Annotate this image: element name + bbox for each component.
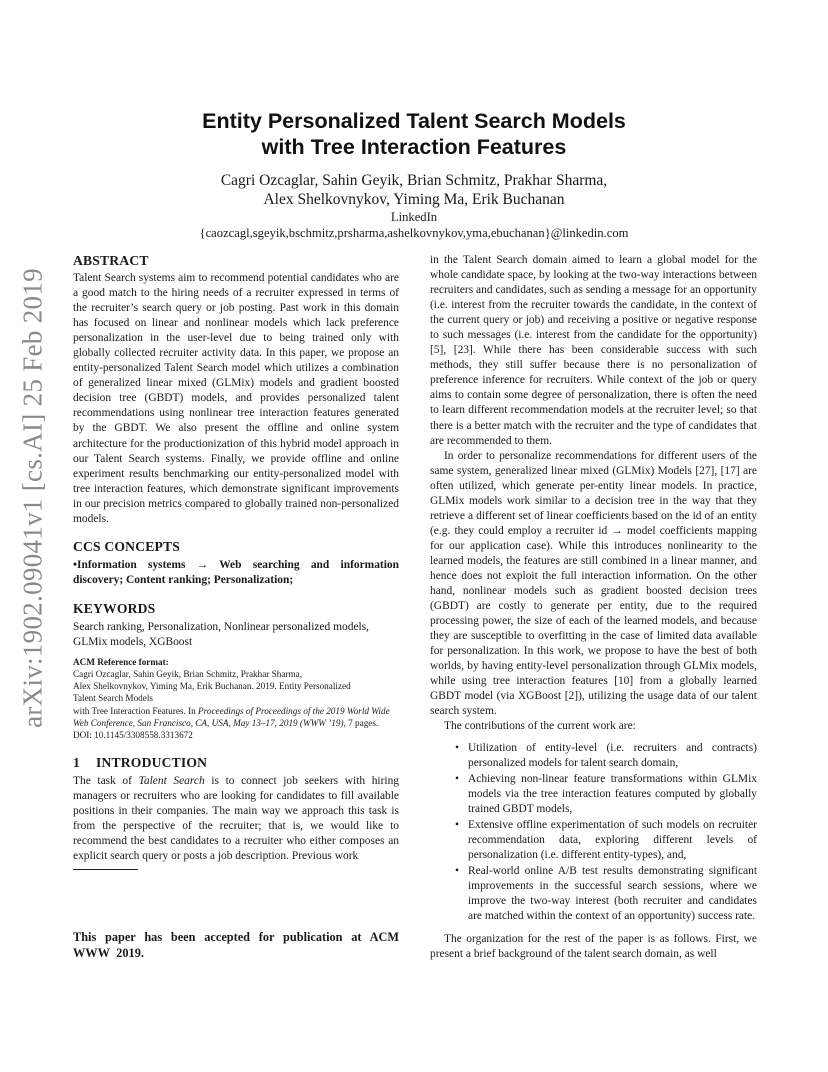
- contribution-item: [455, 864, 757, 924]
- abstract-heading: ABSTRACT: [73, 253, 149, 268]
- acm-reference-line-2: Alex Shelkovnykov, Yiming Ma, Erik Buchanan. 2019. Entity Personalized: [73, 681, 351, 692]
- paper-title: [0, 108, 828, 160]
- acm-reference-line-1: Cagri Ozcaglar, Sahin Geyik, Brian Schmitz, Prakhar Sharma,: [73, 668, 303, 679]
- authors-line-1: Cagri Ozcaglar, Sahin Geyik, Brian Schmitz, Prakhar Sharma,: [220, 172, 608, 189]
- arxiv-stamp: arXiv:1902.09041v1 [cs.AI] 25 Feb 2019: [17, 268, 48, 728]
- bullet-icon: •: [455, 818, 460, 831]
- affiliation: LinkedIn: [390, 210, 438, 224]
- authors-line-2: Alex Shelkovnykov, Yiming Ma, Erik Buchanan: [263, 191, 565, 208]
- contribution-text: Extensive offline experimentation of such models on recruiter recommendation data, exploring different levels of personalization (i.e. different entity-types), and,: [468, 818, 757, 861]
- intro-p1-italic: Talent Search: [138, 775, 205, 788]
- acm-reference: [73, 668, 399, 741]
- introduction-heading: [73, 754, 399, 771]
- intro-paragraph-3: The contributions of the current work are:: [444, 720, 636, 733]
- acm-reference-pages: , 7 pages.: [343, 717, 379, 728]
- acm-reference-venue: Proceedings of Proceedings of the 2019 World Wide Web Conference, San Francisco, CA, USA, May 13–17, 2019 (WWW ’19): [73, 705, 390, 728]
- contribution-item: [455, 741, 757, 771]
- bullet-icon: •: [455, 772, 460, 785]
- intro-paragraph-1: [73, 774, 399, 864]
- contribution-text: Utilization of entity-level (i.e. recruiters and contracts) personalized models for talent search domain,: [468, 741, 757, 769]
- contribution-text: Achieving non-linear feature transformations within GLMix models via the tree interaction features computed by globally trained GBDT models,: [468, 772, 757, 815]
- ccs-heading: CCS CONCEPTS: [73, 538, 181, 554]
- footnote-rule: [73, 869, 138, 870]
- affiliation-block: [0, 209, 828, 241]
- intro-p1-rest: is to connect job seekers with hiring managers or recruiters who are looking for candidates to fill available positions in their companies. The main way we approach this task is from the perspective of the recruiter; that is, we would like to recommend the best candidates to a recruiter who either composes an explicit search query or posts a job description. Previous work: [73, 775, 400, 863]
- acm-reference-line-4: [73, 705, 399, 729]
- ccs-text: •Information systems → Web searching and information discovery; Content ranking; Personalization;: [73, 558, 399, 586]
- bullet-icon: •: [455, 741, 460, 754]
- acm-reference-text: with Tree Interaction Features. In: [73, 705, 199, 716]
- contribution-text: Real-world online A/B test results demonstrating significant improvements in the successful search sessions, where we improve the two-way interest (both recruiter and candidates are matched within the context of an opportunity) success rate.: [468, 864, 757, 923]
- acm-reference-doi: DOI: 10.1145/3308558.3313672: [73, 730, 193, 740]
- publication-note: This paper has been accepted for publication at ACM WWW 2019.: [73, 930, 399, 960]
- contribution-item: [455, 818, 757, 863]
- contribution-item: [455, 772, 757, 817]
- intro-paragraph-2: In order to personalize recommendations for different users of the same system, generalized linear mixed (GLMix) Models [27], [17] are often utilized, which generate per-entity linear models. In practice, GLMix models work similar to a decision tree in the way that they retrieve a different set of linear coefficients based on the id of an entity (e.g. they could employ a recruiter id → model coefficients mapping for our application case). While this introduces nonlinearity to the learned models, the features are still combined in a linear manner, and hence does not exploit the full interaction information. On the other hand, nonlinear models such as gradient boosted decision trees (GBDT) are costly to generate per entity, due to the required processing power, the size of each of the learned models, and because they are susceptible to overfitting in the case of limited data available for personalization. In this work, we propose to have the best of both worlds, by having entity-level personalization through GLMix models, while using tree interaction features [10] from a globally learned GBDT model (via XGBoost [2]), utilizing the usage data of our talent search system.: [430, 449, 757, 718]
- section-number: 1: [73, 755, 80, 771]
- intro-p1-continued: in the Talent Search domain aimed to learn a global model for the whole candidate space, by looking at the two-way interactions between recruiters and candidates, such as sending a message for an opportunity (i.e. interest from the recruiter towards the candidate, in the context of the current query or job) and receiving a positive or negative response to such messages (i.e. interest from the candidate for the opportunity) [5], [23]. While there has been considerable success with such methods, they still suffer because there is no personalization of preference inference for recruiters. While context of the job or query aims to contain some degree of personalization, there is often the need to learn different recommendation models at the recruiter level; so that there is a better match with the recruiter and the type of candidates that are recommended to them.: [430, 254, 757, 447]
- contributions-list: [430, 741, 757, 925]
- intro-paragraph-4: The organization for the rest of the paper is as follows. First, we present a brief background of the talent search domain, as well: [430, 933, 757, 961]
- right-column: [430, 253, 757, 962]
- left-column: [73, 252, 399, 870]
- acm-reference-heading: ACM Reference format:: [73, 656, 169, 667]
- section-title: INTRODUCTION: [96, 755, 208, 771]
- acm-reference-line-3: Talent Search Models: [73, 693, 153, 704]
- keywords-heading: KEYWORDS: [73, 600, 156, 616]
- bullet-icon: •: [455, 864, 460, 877]
- emails: {caozcagl,sgeyik,bschmitz,prsharma,ashelkovnykov,yma,ebuchanan}@linkedin.com: [199, 226, 629, 240]
- abstract-text: Talent Search systems aim to recommend potential candidates who are a good match to the hiring needs of a recruiter expressed in terms of the recruiter’s search query or job posting. Past work in this domain has focused on linear and nonlinear models which lack preference personalization in the user-level due to being trained only with globally collected recruiter activity data. In this paper, we propose an entity-personalized Talent Search model which utilizes a combination of generalized linear mixed (GLMix) models and gradient boosted decision tree (GBDT) models, and provides personalized talent recommendations using nonlinear tree interaction features generated by the GBDT. We also present the offline and online system architecture for the productionization of this hybrid model approach in our Talent Search systems. Finally, we provide offline and online experiment results benchmarking our entity-personalized model with tree interaction features, which demonstrate significant improvements in our precision metrics compared to globally trained non-personalized models.: [73, 272, 399, 525]
- keywords-text: Search ranking, Personalization, Nonlinear personalized models, GLMix models, XGBoost: [73, 620, 370, 648]
- authors: [0, 171, 828, 209]
- title-line-2: with Tree Interaction Features: [261, 135, 567, 159]
- title-line-1: Entity Personalized Talent Search Models: [202, 109, 626, 133]
- intro-p1-start: The task of: [73, 775, 139, 788]
